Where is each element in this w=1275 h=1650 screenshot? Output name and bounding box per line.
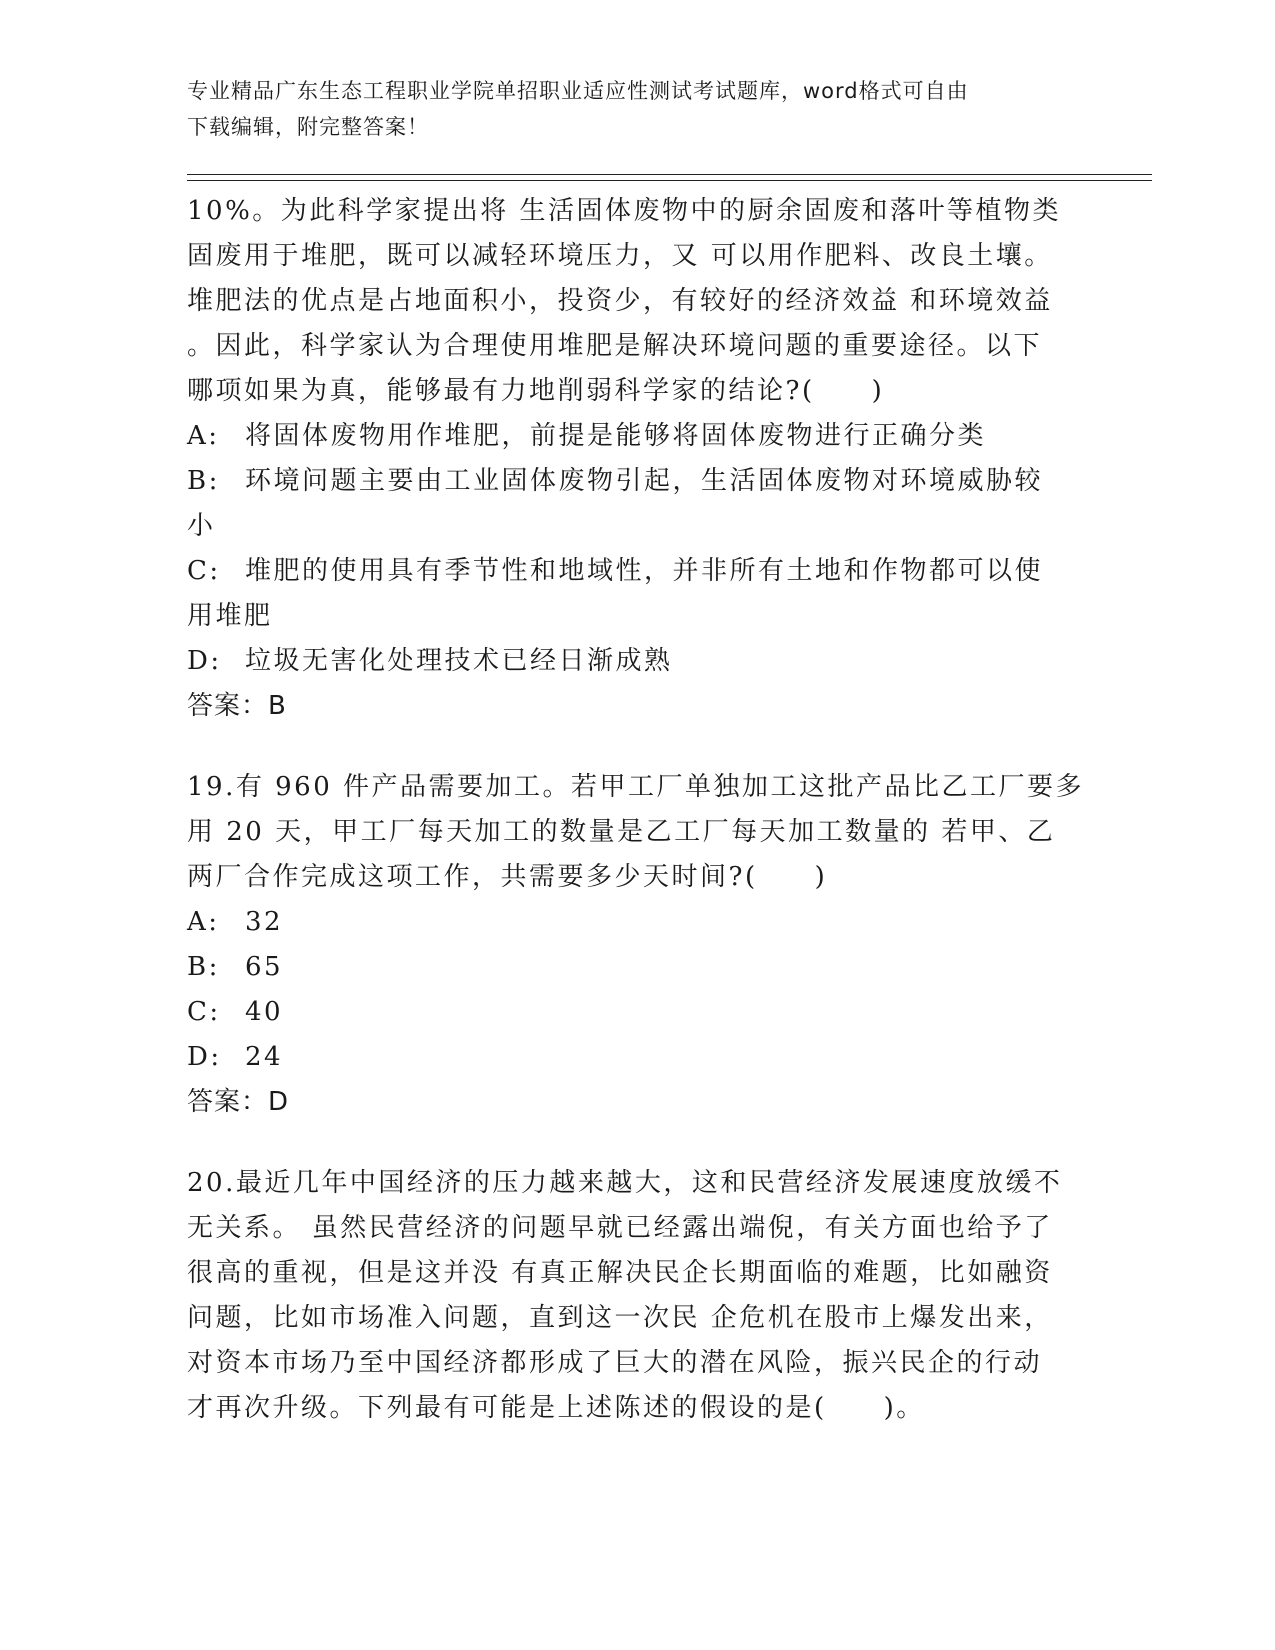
question-text-line: 10%。为此科学家提出将 生活固体废物中的厨余固废和落叶等植物类 — [187, 196, 1062, 226]
document-header — [187, 73, 1087, 145]
option-d — [187, 1035, 1087, 1080]
question-text-line: 20.最近几年中国经济的压力越来越大，这和民营经济发展速度放缓不 — [187, 1168, 1063, 1198]
header-line-1: 专业精品广东生态工程职业学院单招职业适应性测试考试题库，word格式可自由 — [187, 79, 969, 103]
header-divider-bottom — [187, 180, 1152, 181]
option-d — [187, 639, 1087, 684]
document-body — [187, 189, 1087, 1431]
option-text: 垃圾无害化处理技术已经日渐成熟 — [245, 646, 673, 676]
header-line-2: 下载编辑，附完整答案！ — [187, 115, 429, 139]
option-b — [187, 459, 1087, 504]
option-letter: A: — [187, 421, 220, 451]
option-a — [187, 900, 1087, 945]
question-text-line: 哪项如果为真，能够最有力地削弱科学家的结论?( ) — [187, 376, 885, 406]
option-text: 堆肥的使用具有季节性和地域性，并非所有土地和作物都可以使 — [245, 556, 1044, 586]
header-divider-top — [187, 174, 1152, 175]
option-a — [187, 414, 1087, 459]
question-text-line: 无关系。 虽然民营经济的问题早就已经露出端倪，有关方面也给予了 — [187, 1213, 1053, 1243]
question-text-line: 才再次升级。下列最有可能是上述陈述的假设的是( )。 — [187, 1393, 925, 1423]
option-letter: C: — [187, 556, 221, 586]
question-text-line: 固废用于堆肥，既可以减轻环境压力，又 可以用作肥料、改良土壤。 — [187, 241, 1053, 271]
option-text: 环境问题主要由工业固体废物引起，生活固体废物对环境威胁较 — [245, 466, 1044, 496]
spacer — [187, 729, 1087, 765]
option-letter: B: — [187, 952, 220, 982]
option-letter: D: — [187, 646, 222, 676]
question-text-line: 问题，比如市场准入问题，直到这一次民 企危机在股市上爆发出来， — [187, 1303, 1053, 1333]
question-text-line: 堆肥法的优点是占地面积小，投资少，有较好的经济效益 和环境效益 — [187, 286, 1053, 316]
option-c — [187, 990, 1087, 1035]
question-text-line: 对资本市场乃至中国经济都形成了巨大的潜在风险，振兴民企的行动 — [187, 1348, 1043, 1378]
option-letter: C: — [187, 997, 221, 1027]
option-c-continued: 用堆肥 — [187, 601, 273, 631]
option-text: 40 — [245, 997, 284, 1027]
option-text: 24 — [245, 1042, 284, 1072]
question-text-line: 用 20 天，甲工厂每天加工的数量是乙工厂每天加工数量的 若甲、乙 — [187, 817, 1056, 847]
question-18-answer: 答案：B — [187, 691, 287, 721]
question-18-options — [187, 414, 1087, 684]
question-20-stem — [187, 1161, 1087, 1431]
option-text: 65 — [245, 952, 284, 982]
spacer — [187, 1125, 1087, 1161]
option-b-continued: 小 — [187, 511, 216, 541]
question-19-options — [187, 900, 1087, 1080]
option-letter: B: — [187, 466, 220, 496]
question-19-stem — [187, 765, 1087, 900]
option-text: 32 — [245, 907, 284, 937]
option-letter: A: — [187, 907, 220, 937]
question-text-line: 19.有 960 件产品需要加工。若甲工厂单独加工这批产品比乙工厂要多 — [187, 772, 1085, 802]
option-text: 将固体废物用作堆肥，前提是能够将固体废物进行正确分类 — [245, 421, 987, 451]
question-18-stem — [187, 189, 1087, 414]
option-c — [187, 549, 1087, 594]
option-letter: D: — [187, 1042, 222, 1072]
question-text-line: 。因此，科学家认为合理使用堆肥是解决环境问题的重要途径。以下 — [187, 331, 1043, 361]
question-19-answer: 答案：D — [187, 1087, 290, 1117]
question-text-line: 很高的重视，但是这并没 有真正解决民企长期面临的难题，比如融资 — [187, 1258, 1053, 1288]
option-b — [187, 945, 1087, 990]
question-text-line: 两厂合作完成这项工作，共需要多少天时间?( ) — [187, 862, 828, 892]
